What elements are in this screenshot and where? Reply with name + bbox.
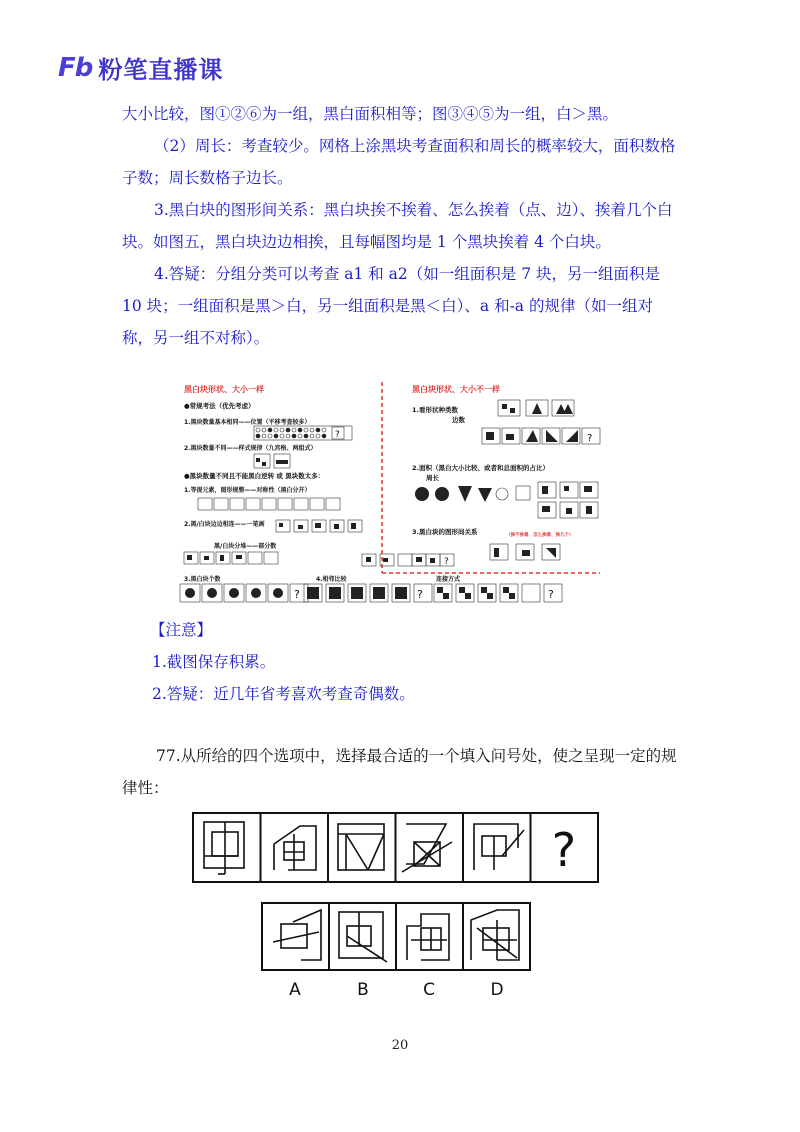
fig-left-l3: 1.等提元素，图形规整——对称性（黑白分开） (184, 487, 311, 494)
note-item-1: 1.截图保存积累。 (152, 653, 276, 671)
puzzle-figure-3 (338, 824, 384, 870)
paragraph-1: 大小比较，图①②⑥为一组，黑白面积相等；图③④⑤为一组，白＞黑。 (122, 105, 619, 123)
option-b-figure (339, 912, 387, 962)
fig-right-l3: 3.黑白块的图形间关系 (412, 528, 478, 536)
svg-text:?: ? (548, 588, 554, 601)
fig-left-h2: ●黑块数量不同且不能黑白逆转 或 黑块数太多： (184, 472, 325, 480)
puzzle-figure-1 (204, 822, 244, 874)
option-label-d: D (490, 980, 504, 1000)
page-number: 20 (391, 1038, 409, 1053)
fig-shapes-row-1 (482, 400, 600, 444)
fig-left-l6: 3.黑白块个数 (184, 576, 221, 583)
svg-text:?: ? (587, 433, 593, 444)
fig-left-l1: 1.黑块数量基本相同——位置（平移考查较多） (184, 419, 311, 426)
question-puzzle-row (192, 812, 600, 888)
option-label-b: B (357, 980, 369, 1000)
summary-figure (176, 378, 602, 606)
puzzle-figure-5 (474, 824, 524, 870)
option-a-figure (273, 910, 321, 960)
option-d-figure (471, 910, 519, 960)
svg-text:?: ? (417, 588, 423, 601)
fig-right-title: 黑白块形状、大小不一样 (412, 385, 500, 394)
fig-blocks-row-1 (254, 454, 290, 468)
logo-text: 粉笔直播课 (98, 56, 224, 84)
option-label-c: C (423, 980, 435, 1000)
answer-options (261, 902, 533, 1006)
svg-text:?: ? (335, 430, 340, 440)
brand-logo (58, 50, 223, 85)
fig-left-l7: 4.相邻比较 (316, 576, 347, 583)
fig-dot-rows (254, 426, 352, 440)
fig-blocks-row-4 (184, 552, 454, 567)
fig-shapes-row-2 (415, 482, 598, 518)
question-mark: ? (551, 823, 577, 877)
fig-right-l2: 2.面积（黑白大小比较、或者和总面积的占比） (412, 464, 549, 472)
svg-text:?: ? (294, 588, 300, 601)
fig-shapes-row-3 (490, 544, 560, 560)
paragraph-3: 3.黑白块的图形间关系：黑白块挨不挨着、怎么挨着（点、边）、挨着几个白块。如图五，黑白块边边相挨，且每幅图均是 1 个黑块挨着 4 个白块。 (122, 201, 673, 251)
fig-blocks-row-2 (198, 498, 340, 510)
fig-left-title: 黑白块形状、大小一样 (184, 385, 264, 394)
note-item-2: 2.答疑：近几年省考喜欢考查奇偶数。 (152, 685, 415, 703)
fig-left-h1: ●常规考法（优先考虑） (184, 402, 255, 410)
fig-left-l8: 连接方式 (436, 576, 461, 583)
fig-right-l2b: 周长 (426, 474, 439, 482)
paragraph-4: 4.答疑：分组分类可以考查 a1 和 a2（如一组面积是 7 块，另一组面积是 10 块；一组面积是黑＞白，另一组面积是黑＜白）、a 和-a 的规律（如一组对称，另一组不对称）。 (122, 265, 660, 347)
option-c-figure (407, 914, 449, 960)
fig-left-l5: 黑/白块分堆——部分数 (214, 543, 277, 550)
fig-left-l4: 2.黑/白块边边相连——一笔画 (184, 521, 265, 528)
fig-blocks-row-5 (180, 584, 562, 602)
question-77-text: 77.从所给的四个选项中，选择最合适的一个填入问号处，使之呈现一定的规律性： (122, 747, 677, 797)
note-title: 【注意】 (150, 621, 213, 639)
fig-right-l1: 1.看形状种类数 (412, 406, 458, 414)
logo-mark: Fb (58, 52, 93, 83)
puzzle-figure-2 (274, 826, 316, 870)
fig-right-l1b: 边数 (452, 416, 465, 424)
fig-right-l3-note: （挨不挨着、怎么挨着、挨几个） (506, 533, 574, 538)
paragraph-2: （2）周长：考查较少。网格上涂黑块考查面积和周长的概率较大，面积数格子数；周长数格子边长。 (122, 137, 676, 187)
option-label-a: A (289, 980, 301, 1000)
fig-blocks-row-3 (276, 520, 362, 532)
fig-left-l2: 2.黑块数量不同——样式规律（九宫格、两组式） (184, 445, 317, 452)
svg-text:?: ? (444, 557, 449, 567)
puzzle-figure-4 (402, 824, 452, 872)
